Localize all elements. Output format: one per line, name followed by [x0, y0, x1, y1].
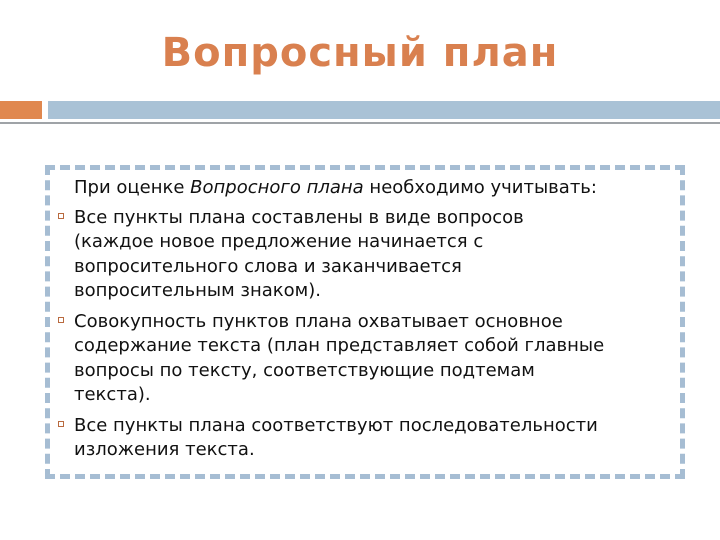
square-bullet-icon: [58, 213, 64, 219]
bullet-line: Все пункты плана соответствуют последовательности: [74, 414, 598, 436]
bullet-line: (каждое новое предложение начинается с: [74, 231, 484, 252]
bullet-line: вопросительным знаком).: [74, 280, 321, 301]
bullet-item: [56, 414, 686, 463]
content-body: [56, 176, 686, 469]
bullet-line: вопросы по тексту, соответствующие подтемам: [74, 359, 535, 381]
square-bullet-icon: [58, 421, 64, 427]
accent-bar-blue: [48, 101, 720, 119]
slide-title: Вопросный план: [161, 30, 559, 76]
intro-emphasis: Вопросного плана: [190, 177, 364, 198]
divider-line: [0, 122, 720, 124]
bullet-item: [56, 206, 686, 304]
accent-bar-orange: [0, 101, 42, 119]
bullet-line: Все пункты плана составлены в виде вопросов: [74, 206, 524, 228]
intro-text: [74, 176, 686, 201]
square-bullet-icon: [58, 317, 64, 323]
intro-after: необходимо учитывать:: [363, 177, 597, 198]
bullet-item: [56, 310, 686, 408]
bullet-line: текста).: [74, 384, 151, 405]
bullet-line: вопросительного слова и заканчивается: [74, 255, 462, 277]
bullet-line: содержание текста (план представляет собой главные: [74, 335, 605, 356]
bullet-line: изложения текста.: [74, 439, 255, 460]
intro-before: При оценке: [74, 177, 191, 198]
bullet-line: Совокупность пунктов плана охватывает основное: [74, 310, 563, 332]
